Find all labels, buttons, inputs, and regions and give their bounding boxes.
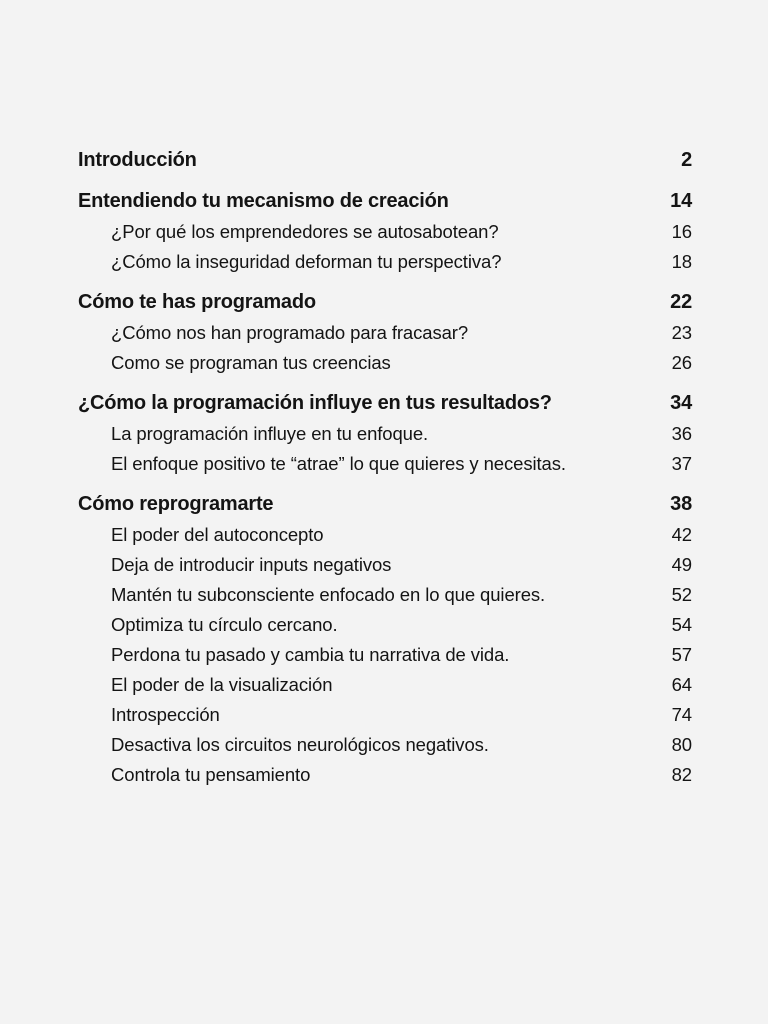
toc-subsection-row (78, 610, 692, 640)
subsection-page-number: 36 (671, 423, 692, 444)
chapter-title: Cómo reprogramarte (78, 493, 274, 515)
toc-section (78, 145, 692, 176)
toc-section (78, 186, 692, 277)
toc-subsection-row (78, 348, 692, 378)
toc-subsection-row (78, 318, 692, 348)
toc-subsection-row (78, 700, 692, 730)
toc-subsection-row (78, 419, 692, 449)
subsection-page-number: 64 (671, 674, 692, 695)
subsection-title: El poder de la visualización (111, 674, 333, 695)
chapter-page-number: 14 (670, 190, 692, 212)
subsection-page-number: 26 (671, 352, 692, 373)
toc-subsection-row (78, 760, 692, 790)
chapter-page-number: 2 (681, 149, 692, 171)
subsection-title: El enfoque positivo te “atrae” lo que quieres y necesitas. (111, 453, 566, 474)
toc-section (78, 388, 692, 479)
chapter-title: Cómo te has programado (78, 291, 316, 313)
toc-subsection-row (78, 449, 692, 479)
toc-subsection-row (78, 580, 692, 610)
toc-subsection-row (78, 217, 692, 247)
subsection-title: Perdona tu pasado y cambia tu narrativa de vida. (111, 644, 510, 665)
subsection-title: Desactiva los circuitos neurológicos negativos. (111, 734, 489, 755)
toc-section (78, 489, 692, 790)
toc-chapter-row (78, 489, 692, 520)
subsection-page-number: 74 (671, 704, 692, 725)
toc-section (78, 287, 692, 378)
subsection-page-number: 42 (671, 524, 692, 545)
subsection-page-number: 16 (671, 221, 692, 242)
chapter-page-number: 34 (670, 392, 692, 414)
subsection-page-number: 80 (671, 734, 692, 755)
toc-subsection-row (78, 730, 692, 760)
toc-subsection-row (78, 640, 692, 670)
subsection-title: Mantén tu subconsciente enfocado en lo que quieres. (111, 584, 546, 605)
subsection-title: ¿Por qué los emprendedores se autosabotean? (111, 221, 499, 242)
toc-subsection-row (78, 520, 692, 550)
subsection-page-number: 82 (671, 764, 692, 785)
subsection-title: Deja de introducir inputs negativos (111, 554, 392, 575)
toc-subsection-row (78, 247, 692, 277)
subsection-title: Optimiza tu círculo cercano. (111, 614, 338, 635)
subsection-title: Introspección (111, 704, 220, 725)
chapter-title: ¿Cómo la programación influye en tus resultados? (78, 392, 552, 414)
subsection-page-number: 54 (671, 614, 692, 635)
chapter-title: Entendiendo tu mecanismo de creación (78, 190, 449, 212)
subsection-page-number: 18 (671, 251, 692, 272)
subsection-title: La programación influye en tu enfoque. (111, 423, 429, 444)
subsection-title: ¿Cómo la inseguridad deforman tu perspectiva? (111, 251, 502, 272)
toc-subsection-row (78, 670, 692, 700)
subsection-page-number: 49 (671, 554, 692, 575)
subsection-title: Como se programan tus creencias (111, 352, 391, 373)
toc-chapter-row (78, 145, 692, 176)
chapter-page-number: 22 (670, 291, 692, 313)
toc-chapter-row (78, 388, 692, 419)
subsection-page-number: 37 (671, 453, 692, 474)
subsection-page-number: 23 (671, 322, 692, 343)
toc-subsection-row (78, 550, 692, 580)
subsection-title: ¿Cómo nos han programado para fracasar? (111, 322, 469, 343)
table-of-contents (78, 145, 692, 800)
toc-chapter-row (78, 287, 692, 318)
chapter-page-number: 38 (670, 493, 692, 515)
subsection-title: Controla tu pensamiento (111, 764, 311, 785)
subsection-title: El poder del autoconcepto (111, 524, 324, 545)
subsection-page-number: 52 (671, 584, 692, 605)
subsection-page-number: 57 (671, 644, 692, 665)
chapter-title: Introducción (78, 149, 197, 171)
toc-chapter-row (78, 186, 692, 217)
